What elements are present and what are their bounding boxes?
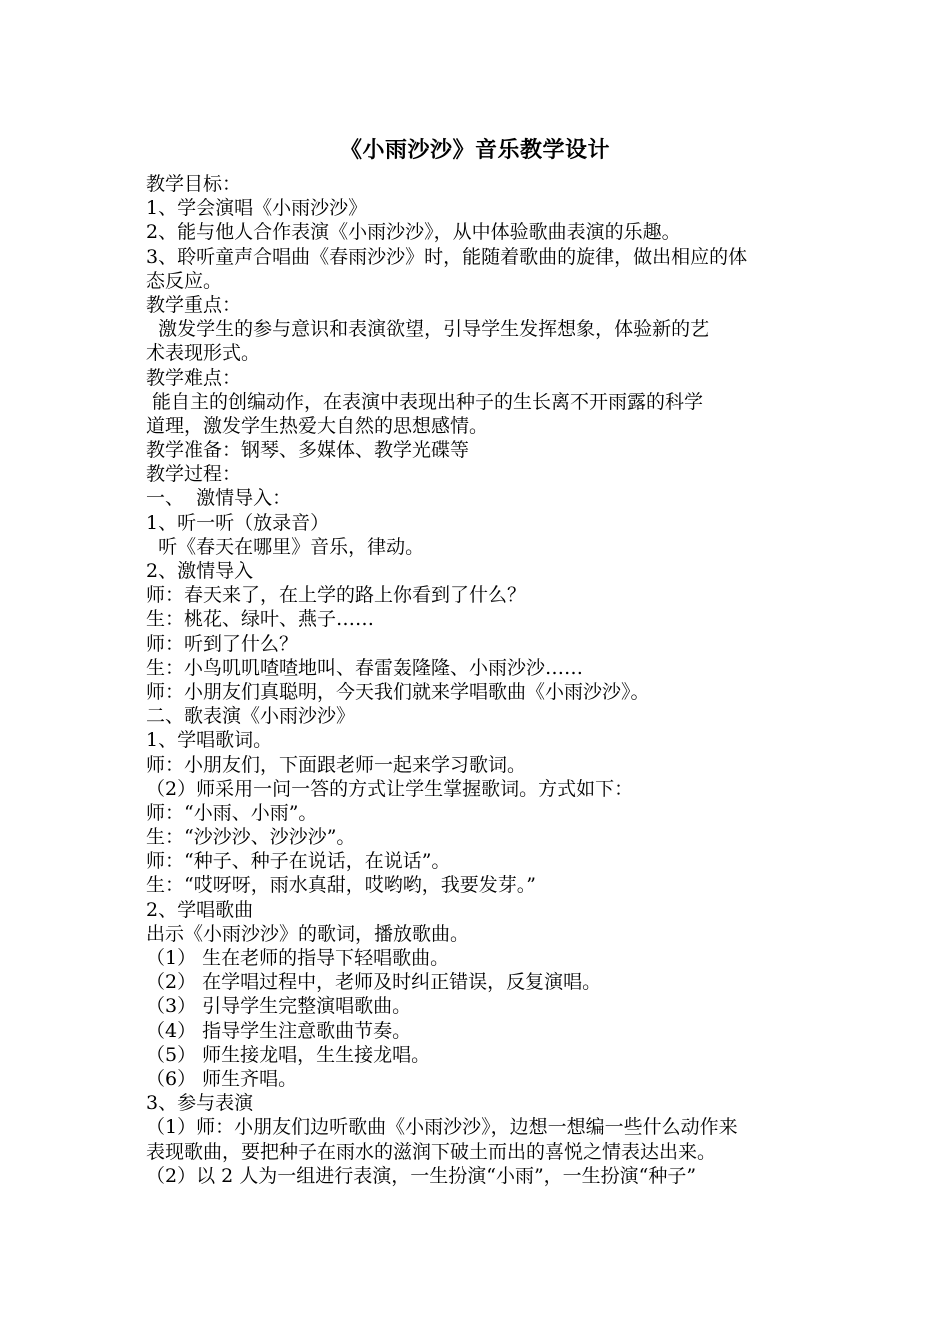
process-step-detail: 听《春天在哪里》音乐，律动。 xyxy=(146,535,425,558)
dialogue-line: 师：“小雨、小雨”。 xyxy=(146,801,318,824)
section-heading-key-points: 教学重点： xyxy=(146,293,242,316)
numbered-substep: （3） 引导学生完整演唱歌曲。 xyxy=(146,995,412,1018)
objective-item-continued: 态反应。 xyxy=(146,269,223,292)
section-heading-process: 教学过程： xyxy=(146,463,242,486)
performance-instruction-continued: 表现歌曲，要把种子在雨水的滋润下破土而出的喜悦之情表达出来。 xyxy=(146,1140,717,1163)
dialogue-line: 生：小鸟叽叽喳喳地叫、春雷轰隆隆、小雨沙沙…… xyxy=(146,656,584,679)
key-points-text-continued: 术表现形式。 xyxy=(146,342,261,365)
dialogue-line: 生：“沙沙沙、沙沙沙”。 xyxy=(146,826,356,849)
dialogue-line: 生：“哎呀呀，雨水真甜，哎哟哟，我要发芽。” xyxy=(146,874,536,897)
section-heading-difficulties: 教学难点： xyxy=(146,366,242,389)
objective-item: 1、学会演唱《小雨沙沙》 xyxy=(146,197,368,220)
dialogue-line: 生：桃花、绿叶、燕子…… xyxy=(146,608,375,631)
dialogue-line: 师：小朋友们，下面跟老师一起来学习歌词。 xyxy=(146,753,527,776)
process-step: 1、听一听（放录音） xyxy=(146,511,330,534)
dialogue-line: 师：小朋友们真聪明，今天我们就来学唱歌曲《小雨沙沙》。 xyxy=(146,680,650,703)
performance-instruction: （1）师：小朋友们边听歌曲《小雨沙沙》，边想一想编一些什么动作来 xyxy=(146,1116,738,1139)
difficulties-text-continued: 道理，激发学生热爱大自然的思想感情。 xyxy=(146,414,489,437)
numbered-substep: （5） 师生接龙唱，生生接龙唱。 xyxy=(146,1043,431,1066)
dialogue-line: 师：“种子、种子在说话，在说话”。 xyxy=(146,850,451,873)
numbered-substep: （4） 指导学生注意歌曲节奏。 xyxy=(146,1019,412,1042)
preparation-text: 教学准备：钢琴、多媒体、教学光碟等 xyxy=(146,439,470,462)
process-part-two-heading: 二、歌表演《小雨沙沙》 xyxy=(146,705,356,728)
process-step: 2、激情导入 xyxy=(146,560,254,582)
dialogue-line: 师：春天来了，在上学的路上你看到了什么？ xyxy=(146,584,527,607)
key-points-text: 激发学生的参与意识和表演欲望，引导学生发挥想象，体验新的艺 xyxy=(146,318,710,341)
process-step: 2、学唱歌曲 xyxy=(146,898,254,921)
process-substep: （2）师采用一问一答的方式让学生掌握歌词。方式如下： xyxy=(146,777,634,800)
numbered-substep: （2） 在学唱过程中，老师及时纠正错误，反复演唱。 xyxy=(146,971,602,994)
process-part-one-heading: 一、 激情导入： xyxy=(146,487,292,510)
performance-grouping: （2）以 2 人为一组进行表演，一生扮演“小雨”，一生扮演“种子” xyxy=(146,1164,697,1187)
process-step: 1、学唱歌词。 xyxy=(146,729,273,752)
objective-item: 2、能与他人合作表演《小雨沙沙》，从中体验歌曲表演的乐趣。 xyxy=(146,221,681,244)
difficulties-text: 能自主的创编动作，在表演中表现出种子的生长离不开雨露的科学 xyxy=(146,390,704,413)
process-step: 3、参与表演 xyxy=(146,1092,254,1115)
document-body xyxy=(146,172,810,1188)
dialogue-line: 师：听到了什么？ xyxy=(146,632,299,655)
numbered-substep: （6） 师生齐唱。 xyxy=(146,1067,298,1090)
document-title: 《小雨沙沙》音乐教学设计 xyxy=(339,137,610,163)
objective-item: 3、聆听童声合唱曲《春雨沙沙》时，能随着歌曲的旋律，做出相应的体 xyxy=(146,245,748,268)
numbered-substep: （1） 生在老师的指导下轻唱歌曲。 xyxy=(146,947,450,969)
process-step-detail: 出示《小雨沙沙》的歌词，播放歌曲。 xyxy=(146,922,470,945)
section-heading-objectives: 教学目标： xyxy=(146,173,242,195)
